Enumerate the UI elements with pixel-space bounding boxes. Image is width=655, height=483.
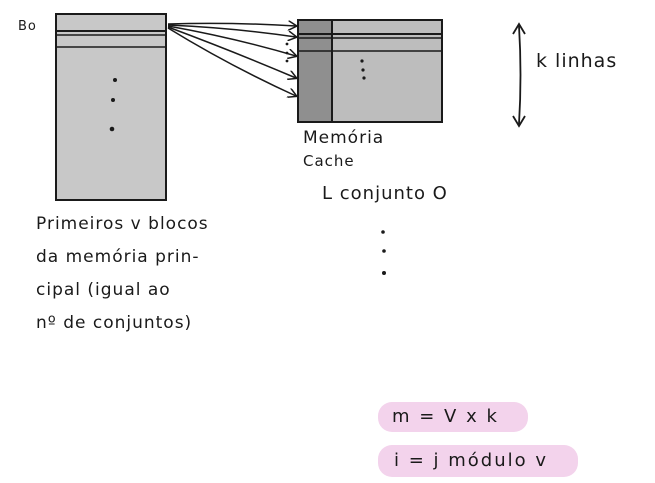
- set-label: L conjunto O: [322, 183, 448, 204]
- caption-line-1: Primeiros v blocos: [36, 214, 209, 234]
- ellipsis-dot: [286, 52, 289, 55]
- ellipsis-dot: [360, 59, 363, 62]
- k-lines-label: k linhas: [536, 50, 618, 72]
- formula-m: m = V x k: [392, 406, 499, 427]
- ellipsis-dot: [113, 78, 117, 82]
- main-memory-blocks: [56, 14, 166, 200]
- cache-tag-column: [299, 21, 332, 121]
- formula-i: i = j módulo v: [394, 450, 549, 471]
- ellipsis-dot: [381, 230, 385, 234]
- caption-line-4: nº de conjuntos): [36, 313, 193, 333]
- caption-line-3: cipal (igual ao: [36, 280, 171, 300]
- cache-memory: [298, 20, 442, 122]
- ellipsis-dot: [382, 249, 386, 253]
- ellipsis-dot: [382, 271, 386, 275]
- cache-label-line1: Memória: [303, 128, 385, 148]
- k-lines-arrow: [513, 24, 525, 126]
- arrow-2: [168, 25, 296, 37]
- set-ellipsis: [381, 230, 386, 275]
- ellipsis-dot: [111, 98, 115, 102]
- ellipsis-dot: [286, 43, 289, 46]
- ellipsis-dot: [361, 68, 364, 71]
- arrow-5: [168, 28, 296, 96]
- ellipsis-dot: [110, 127, 115, 132]
- ellipsis-dot: [362, 76, 365, 79]
- caption-line-2: da memória prin-: [36, 247, 200, 267]
- arrow-ellipsis: [286, 43, 289, 63]
- main-memory-rect: [56, 14, 166, 200]
- ellipsis-dot: [286, 60, 289, 63]
- b0-label: Bo: [18, 19, 37, 34]
- caption-block: [36, 214, 276, 344]
- mapping-arrows: [168, 23, 296, 96]
- cache-label-line2: Cache: [303, 152, 355, 170]
- k-arrow-shaft: [519, 26, 521, 124]
